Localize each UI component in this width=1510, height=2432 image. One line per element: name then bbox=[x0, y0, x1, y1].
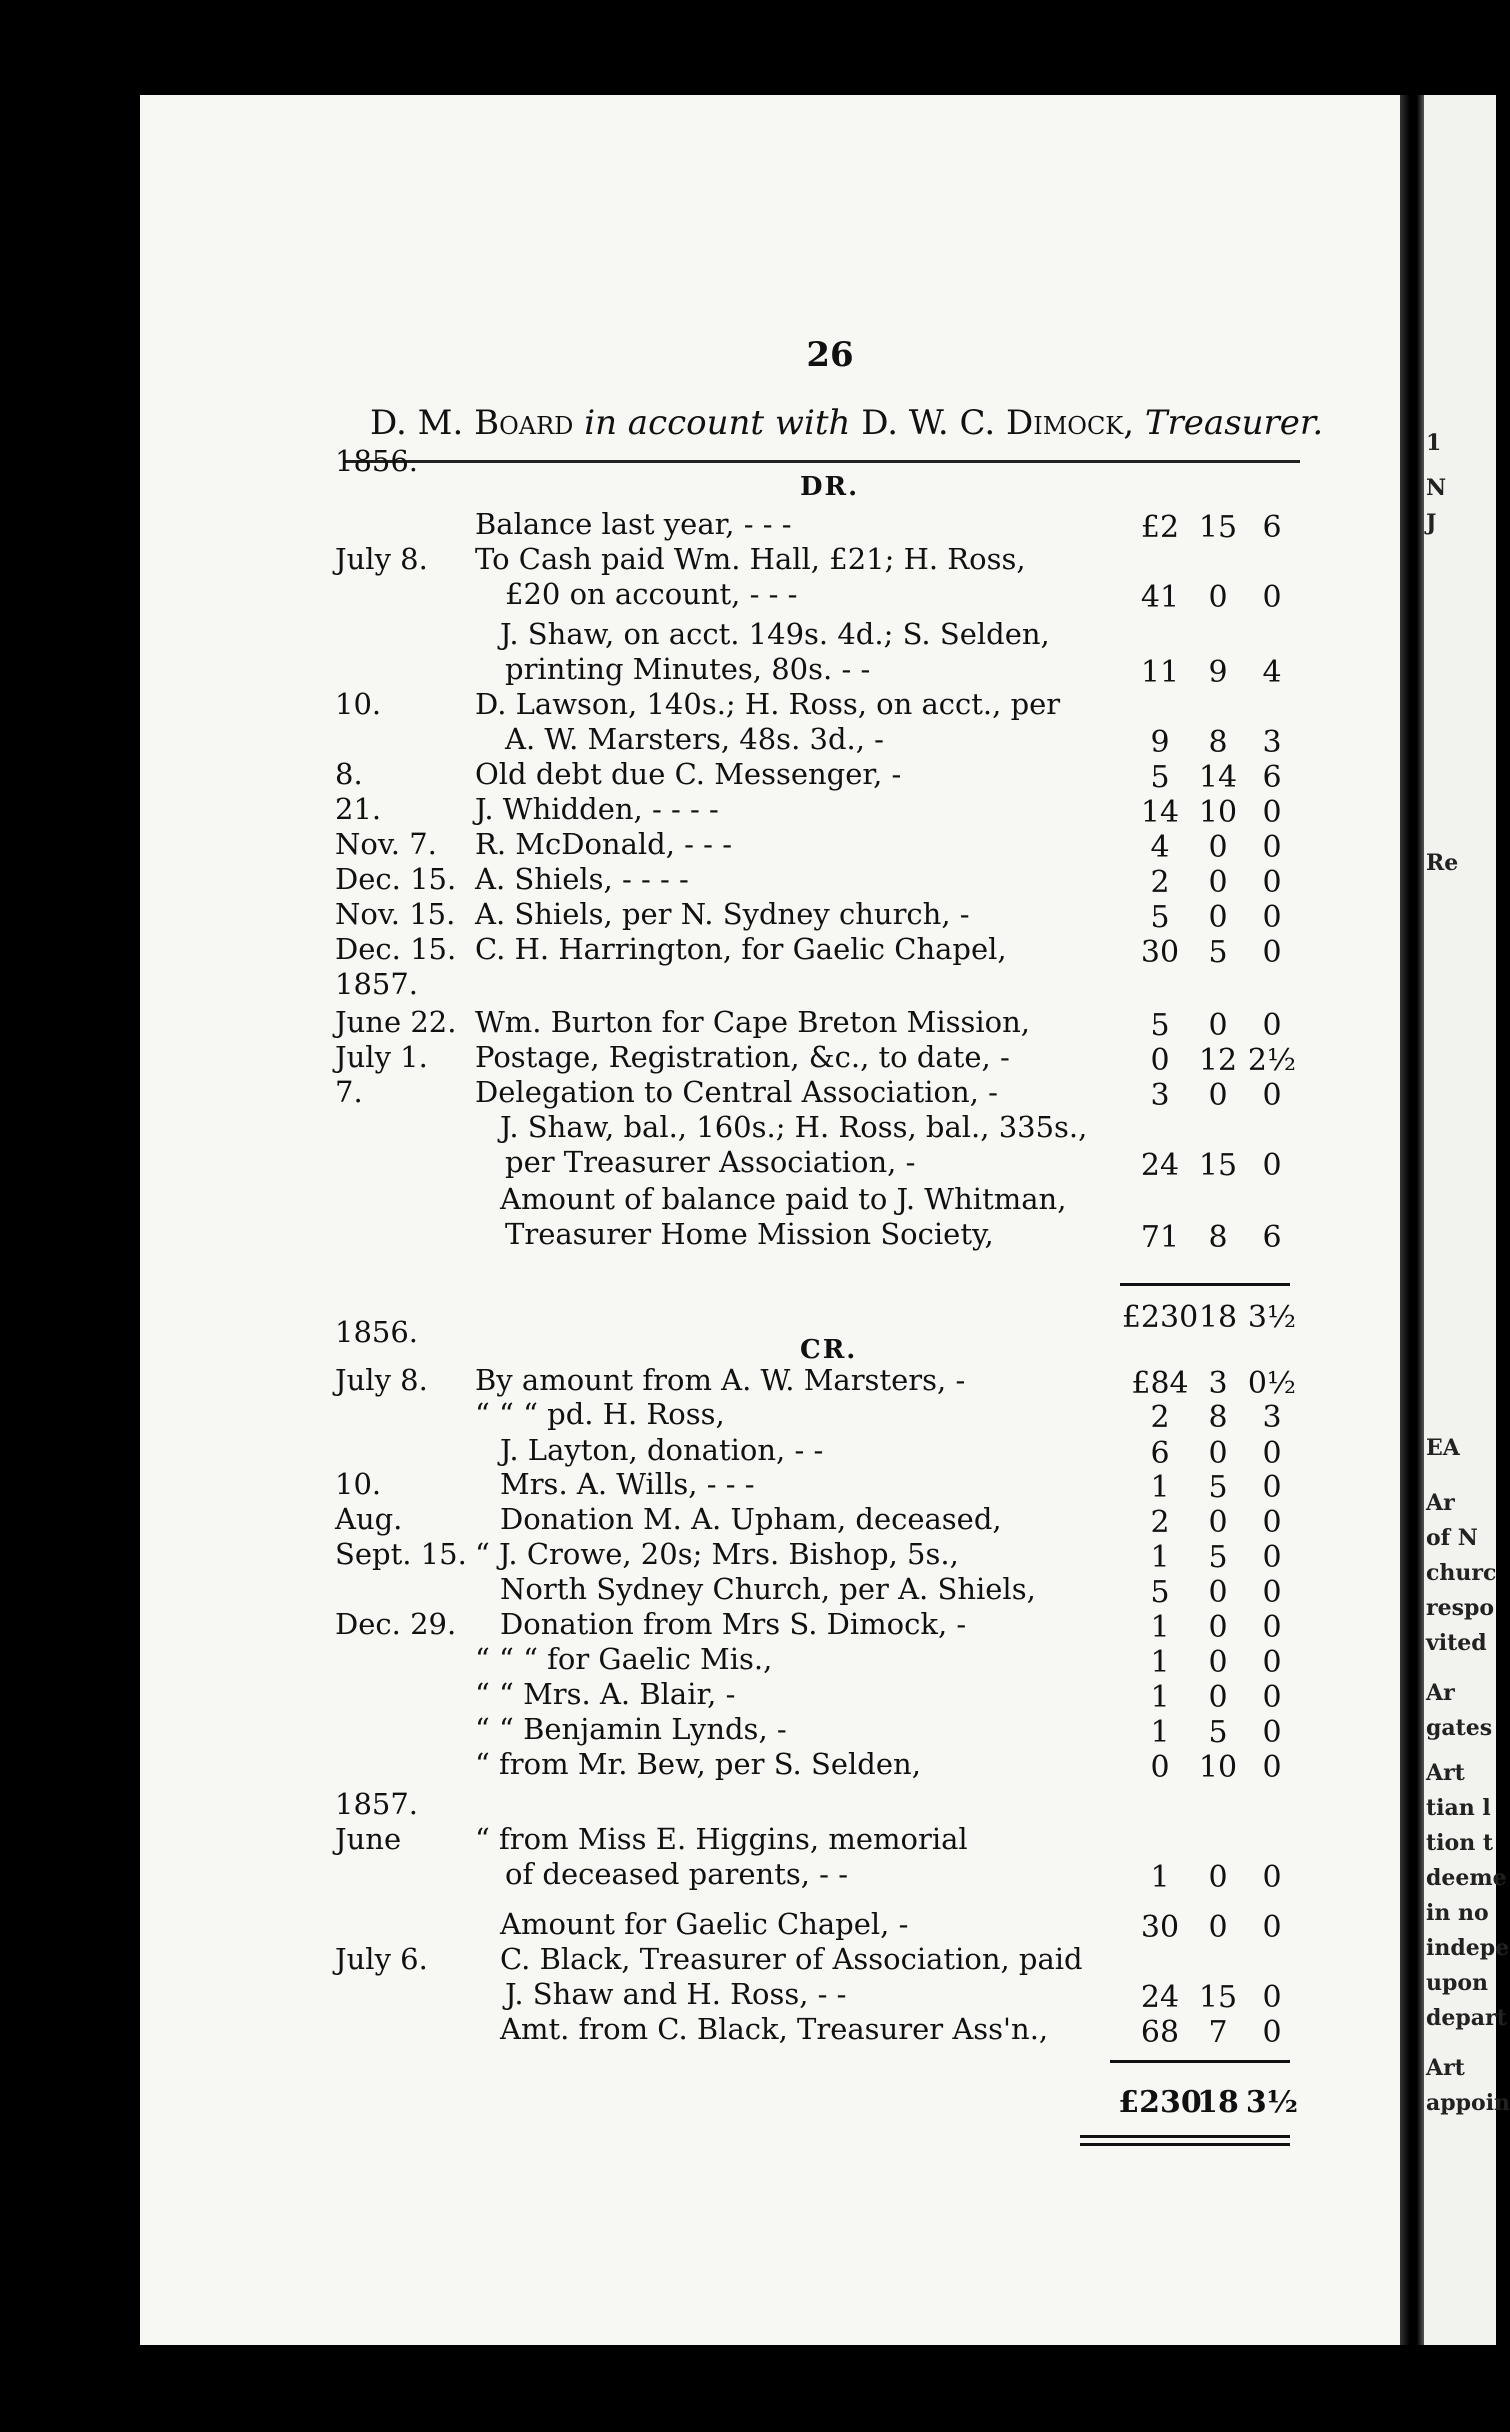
amount-shillings: 0 bbox=[1208, 830, 1228, 865]
dr-total-rule bbox=[1120, 1283, 1290, 1286]
neighbor-text: N bbox=[1426, 475, 1447, 501]
amount-shillings: 14 bbox=[1198, 760, 1238, 795]
dr-total-pence: 3½ bbox=[1247, 1300, 1297, 1335]
entry-description: Old debt due C. Messenger, - bbox=[475, 757, 902, 791]
amount-pounds: 1 bbox=[1150, 1645, 1170, 1680]
amount-pence: 6 bbox=[1262, 1220, 1282, 1255]
entry-description: Balance last year, - - - bbox=[475, 507, 792, 541]
entry-date: Dec. 15. bbox=[335, 862, 457, 896]
amount-pence: 0 bbox=[1262, 865, 1282, 900]
amount-pounds: 5 bbox=[1150, 760, 1170, 795]
amount-shillings: 15 bbox=[1198, 1148, 1238, 1183]
amount-pence: 0 bbox=[1262, 1470, 1282, 1505]
amount-pence: 0 bbox=[1262, 1078, 1282, 1113]
amount-pounds: 6 bbox=[1150, 1436, 1170, 1471]
amount-shillings: 0 bbox=[1208, 1645, 1228, 1680]
amount-pence: 0 bbox=[1262, 1750, 1282, 1785]
entry-date: Nov. 15. bbox=[335, 897, 456, 931]
cr-total-pence: 3½ bbox=[1245, 2085, 1299, 2120]
amount-pounds: 2 bbox=[1150, 1400, 1170, 1435]
entry-description: J. Shaw, on acct. 149s. 4d.; S. Selden, bbox=[500, 617, 1050, 651]
entry-date: July 1. bbox=[335, 1040, 428, 1074]
entry-description: C. Black, Treasurer of Association, paid bbox=[500, 1942, 1083, 1976]
amount-pounds: 3 bbox=[1150, 1078, 1170, 1113]
entry-description: “ “ “ for Gaelic Mis., bbox=[475, 1642, 773, 1676]
amount-shillings: 15 bbox=[1198, 1980, 1238, 2015]
amount-shillings: 0 bbox=[1208, 1680, 1228, 1715]
neighbor-text: in no bbox=[1426, 1900, 1489, 1926]
amount-pence: 4 bbox=[1262, 655, 1282, 690]
entry-description: To Cash paid Wm. Hall, £21; H. Ross, bbox=[475, 542, 1026, 576]
entry-description: D. Lawson, 140s.; H. Ross, on acct., per bbox=[475, 687, 1061, 721]
amount-pounds: 1 bbox=[1150, 1715, 1170, 1750]
amount-pounds: 24 bbox=[1140, 1148, 1180, 1183]
cr-total-pounds: £230 bbox=[1118, 2085, 1202, 2120]
amount-shillings: 0 bbox=[1208, 900, 1228, 935]
entry-description: Wm. Burton for Cape Breton Mission, bbox=[475, 1005, 1031, 1039]
amount-pounds: £84 bbox=[1131, 1366, 1189, 1401]
header-name: D. W. C. bbox=[861, 403, 1006, 443]
amount-pounds: 30 bbox=[1140, 935, 1180, 970]
amount-shillings: 0 bbox=[1208, 1505, 1228, 1540]
entry-description: “ from Mr. Bew, per S. Selden, bbox=[475, 1747, 921, 1781]
amount-pounds: 11 bbox=[1140, 655, 1180, 690]
entry-description: of deceased parents, - - bbox=[505, 1857, 849, 1891]
amount-pence: 0 bbox=[1262, 1575, 1282, 1610]
amount-shillings: 0 bbox=[1208, 1008, 1228, 1043]
amount-shillings: 15 bbox=[1198, 510, 1238, 545]
page-number: 26 bbox=[806, 335, 854, 375]
amount-shillings: 5 bbox=[1208, 1715, 1228, 1750]
entry-date: Aug. bbox=[335, 1502, 403, 1536]
entry-description: Treasurer Home Mission Society, bbox=[505, 1217, 994, 1251]
amount-pence: 0 bbox=[1262, 1008, 1282, 1043]
amount-shillings: 9 bbox=[1208, 655, 1228, 690]
entry-date: July 8. bbox=[335, 1363, 428, 1397]
amount-shillings: 0 bbox=[1208, 1575, 1228, 1610]
amount-pence: 0 bbox=[1262, 2015, 1282, 2050]
amount-shillings: 12 bbox=[1198, 1043, 1238, 1078]
entry-date: June bbox=[335, 1822, 402, 1856]
amount-pounds: 71 bbox=[1140, 1220, 1180, 1255]
amount-pence: 3 bbox=[1262, 725, 1282, 760]
entry-date: Nov. 7. bbox=[335, 827, 437, 861]
book-gutter bbox=[1400, 95, 1424, 2345]
amount-pounds: £2 bbox=[1140, 510, 1180, 545]
amount-pounds: 1 bbox=[1150, 1470, 1170, 1505]
entry-description: Amt. from C. Black, Treasurer Ass'n., bbox=[500, 2012, 1049, 2046]
entry-description: By amount from A. W. Marsters, - bbox=[475, 1363, 966, 1397]
amount-pounds: 0 bbox=[1150, 1043, 1170, 1078]
amount-shillings: 8 bbox=[1208, 1400, 1228, 1435]
entry-description: J. Shaw and H. Ross, - - bbox=[505, 1977, 847, 2011]
neighbor-text: Ar bbox=[1426, 1490, 1455, 1516]
entry-date: June 22. bbox=[335, 1005, 457, 1039]
neighbor-text: depart bbox=[1426, 2005, 1507, 2031]
amount-pence: 0 bbox=[1262, 1715, 1282, 1750]
entry-date: Sept. 15. bbox=[335, 1537, 467, 1571]
neighbor-text: tian l bbox=[1426, 1795, 1491, 1821]
dr-year: 1856. bbox=[335, 444, 419, 478]
amount-pence: 2½ bbox=[1247, 1043, 1297, 1078]
amount-pence: 0 bbox=[1262, 1910, 1282, 1945]
neighbor-text: EA bbox=[1426, 1435, 1460, 1461]
amount-shillings: 5 bbox=[1208, 1470, 1228, 1505]
entry-description: “ “ Benjamin Lynds, - bbox=[475, 1712, 787, 1746]
entry-description: Donation from Mrs S. Dimock, - bbox=[500, 1607, 967, 1641]
entry-description: “ J. Crowe, 20s; Mrs. Bishop, 5s., bbox=[475, 1537, 959, 1571]
amount-pence: 0½ bbox=[1247, 1366, 1297, 1401]
amount-pence: 3 bbox=[1262, 1400, 1282, 1435]
adjacent-page-fragment bbox=[1424, 95, 1510, 2345]
cr-title: CR. bbox=[800, 1335, 858, 1365]
amount-pounds: 2 bbox=[1150, 865, 1170, 900]
amount-pounds: 1 bbox=[1150, 1540, 1170, 1575]
amount-shillings: 8 bbox=[1208, 1220, 1228, 1255]
entry-date: 21. bbox=[335, 792, 382, 826]
entry-date: 10. bbox=[335, 687, 382, 721]
entry-description: R. McDonald, - - - bbox=[475, 827, 732, 861]
amount-pence: 0 bbox=[1262, 795, 1282, 830]
amount-pence: 0 bbox=[1262, 580, 1282, 615]
amount-pence: 0 bbox=[1262, 1540, 1282, 1575]
entry-date: 7. bbox=[335, 1075, 363, 1109]
amount-pounds: 41 bbox=[1140, 580, 1180, 615]
amount-pounds: 5 bbox=[1150, 900, 1170, 935]
neighbor-text: Re bbox=[1426, 850, 1459, 876]
amount-shillings: 10 bbox=[1198, 1750, 1238, 1785]
amount-pence: 0 bbox=[1262, 900, 1282, 935]
entry-description: Mrs. A. Wills, - - - bbox=[500, 1467, 755, 1501]
amount-pounds: 14 bbox=[1140, 795, 1180, 830]
amount-pence: 0 bbox=[1262, 1436, 1282, 1471]
entry-description: J. Shaw, bal., 160s.; H. Ross, bal., 335s., bbox=[500, 1110, 1088, 1144]
amount-pounds: 1 bbox=[1150, 1860, 1170, 1895]
amount-pounds: 0 bbox=[1150, 1750, 1170, 1785]
amount-shillings: 0 bbox=[1208, 1910, 1228, 1945]
amount-shillings: 0 bbox=[1208, 865, 1228, 900]
cr-double-rule-1 bbox=[1080, 2135, 1290, 2138]
header-in-account: in account with bbox=[584, 403, 851, 443]
amount-shillings: 0 bbox=[1208, 1610, 1228, 1645]
neighbor-text: vited bbox=[1426, 1630, 1487, 1656]
neighbor-text: churc bbox=[1426, 1560, 1497, 1586]
entry-description: printing Minutes, 80s. - - bbox=[505, 652, 871, 686]
amount-pence: 0 bbox=[1262, 1860, 1282, 1895]
neighbor-text: deeme bbox=[1426, 1865, 1507, 1891]
amount-pence: 0 bbox=[1262, 1505, 1282, 1540]
amount-pounds: 9 bbox=[1150, 725, 1170, 760]
entry-description: J. Layton, donation, - - bbox=[500, 1433, 824, 1467]
neighbor-text: gates bbox=[1426, 1715, 1493, 1741]
entry-description: Amount of balance paid to J. Whitman, bbox=[500, 1182, 1067, 1216]
amount-shillings: 0 bbox=[1208, 580, 1228, 615]
dr-total-pounds: £230 bbox=[1121, 1300, 1199, 1335]
amount-pence: 0 bbox=[1262, 830, 1282, 865]
header-board: Board bbox=[474, 403, 574, 443]
entry-date: 10. bbox=[335, 1467, 382, 1501]
entry-date: 8. bbox=[335, 757, 363, 791]
neighbor-text: 1 bbox=[1426, 430, 1442, 456]
amount-shillings: 5 bbox=[1208, 1540, 1228, 1575]
amount-pence: 0 bbox=[1262, 1680, 1282, 1715]
amount-pounds: 30 bbox=[1140, 1910, 1180, 1945]
amount-shillings: 10 bbox=[1198, 795, 1238, 830]
amount-shillings: 7 bbox=[1208, 2015, 1228, 2050]
header-treasurer: Treasurer. bbox=[1144, 403, 1324, 443]
amount-pounds: 1 bbox=[1150, 1610, 1170, 1645]
header-part: D. M. bbox=[370, 403, 475, 443]
amount-pence: 0 bbox=[1262, 1645, 1282, 1680]
entry-description: “ from Miss E. Higgins, memorial bbox=[475, 1822, 968, 1856]
amount-shillings: 3 bbox=[1208, 1366, 1228, 1401]
amount-shillings: 5 bbox=[1208, 935, 1228, 970]
entry-description: Postage, Registration, &c., to date, - bbox=[475, 1040, 1010, 1074]
neighbor-text: of N bbox=[1426, 1525, 1478, 1551]
scan-border bbox=[0, 0, 1496, 95]
entry-description: per Treasurer Association, - bbox=[505, 1145, 916, 1179]
dr-total-shillings: 18 bbox=[1198, 1300, 1238, 1335]
entry-description: North Sydney Church, per A. Shiels, bbox=[500, 1572, 1036, 1606]
neighbor-text: respo bbox=[1426, 1595, 1495, 1621]
neighbor-text: appoin bbox=[1426, 2090, 1510, 2116]
dr-title: DR. bbox=[800, 472, 860, 502]
neighbor-text: J bbox=[1426, 510, 1437, 536]
amount-shillings: 0 bbox=[1208, 1860, 1228, 1895]
entry-description: “ “ “ pd. H. Ross, bbox=[475, 1397, 725, 1431]
page-header bbox=[370, 403, 1324, 443]
entry-date: July 6. bbox=[335, 1942, 428, 1976]
entry-description: £20 on account, - - - bbox=[505, 577, 798, 611]
amount-shillings: 0 bbox=[1208, 1078, 1228, 1113]
entry-description: Delegation to Central Association, - bbox=[475, 1075, 998, 1109]
neighbor-text: Art bbox=[1426, 2055, 1465, 2081]
amount-pence: 0 bbox=[1262, 935, 1282, 970]
amount-pounds: 5 bbox=[1150, 1008, 1170, 1043]
entry-description: Amount for Gaelic Chapel, - bbox=[500, 1907, 909, 1941]
header-rule bbox=[345, 460, 1300, 463]
cr-total-rule bbox=[1110, 2060, 1290, 2063]
entry-description: C. H. Harrington, for Gaelic Chapel, bbox=[475, 932, 1007, 966]
neighbor-text: Ar bbox=[1426, 1680, 1455, 1706]
amount-shillings: 0 bbox=[1208, 1436, 1228, 1471]
amount-pence: 0 bbox=[1262, 1610, 1282, 1645]
entry-date: Dec. 15. bbox=[335, 932, 457, 966]
amount-pounds: 1 bbox=[1150, 1680, 1170, 1715]
amount-pence: 0 bbox=[1262, 1148, 1282, 1183]
cr-double-rule-2 bbox=[1080, 2143, 1290, 2146]
amount-pounds: 2 bbox=[1150, 1505, 1170, 1540]
amount-pounds: 5 bbox=[1150, 1575, 1170, 1610]
entry-description: A. W. Marsters, 48s. 3d., - bbox=[505, 722, 884, 756]
amount-pounds: 24 bbox=[1140, 1980, 1180, 2015]
header-dimock: Dimock bbox=[1005, 403, 1124, 443]
amount-pence: 0 bbox=[1262, 1980, 1282, 2015]
amount-pounds: 68 bbox=[1140, 2015, 1180, 2050]
entry-date: Dec. 29. bbox=[335, 1607, 457, 1641]
amount-pounds: 4 bbox=[1150, 830, 1170, 865]
cr-total-shillings: 18 bbox=[1197, 2085, 1239, 2120]
neighbor-text: indepe bbox=[1426, 1935, 1510, 1961]
entry-description: A. Shiels, per N. Sydney church, - bbox=[475, 897, 970, 931]
entry-description: J. Whidden, - - - - bbox=[475, 792, 719, 826]
neighbor-text: upon bbox=[1426, 1970, 1489, 1996]
header-comma: , bbox=[1123, 403, 1135, 443]
cr-year: 1856. bbox=[335, 1315, 419, 1349]
neighbor-text: Art bbox=[1426, 1760, 1465, 1786]
entry-description: “ “ Mrs. A. Blair, - bbox=[475, 1677, 736, 1711]
amount-shillings: 8 bbox=[1208, 725, 1228, 760]
entry-description: Donation M. A. Upham, deceased, bbox=[500, 1502, 1002, 1536]
amount-pence: 6 bbox=[1262, 760, 1282, 795]
amount-pence: 6 bbox=[1262, 510, 1282, 545]
neighbor-text: tion t bbox=[1426, 1830, 1494, 1856]
entry-date: 1857. bbox=[335, 967, 419, 1001]
entry-description: A. Shiels, - - - - bbox=[475, 862, 689, 896]
entry-date: July 8. bbox=[335, 542, 428, 576]
entry-date: 1857. bbox=[335, 1787, 419, 1821]
